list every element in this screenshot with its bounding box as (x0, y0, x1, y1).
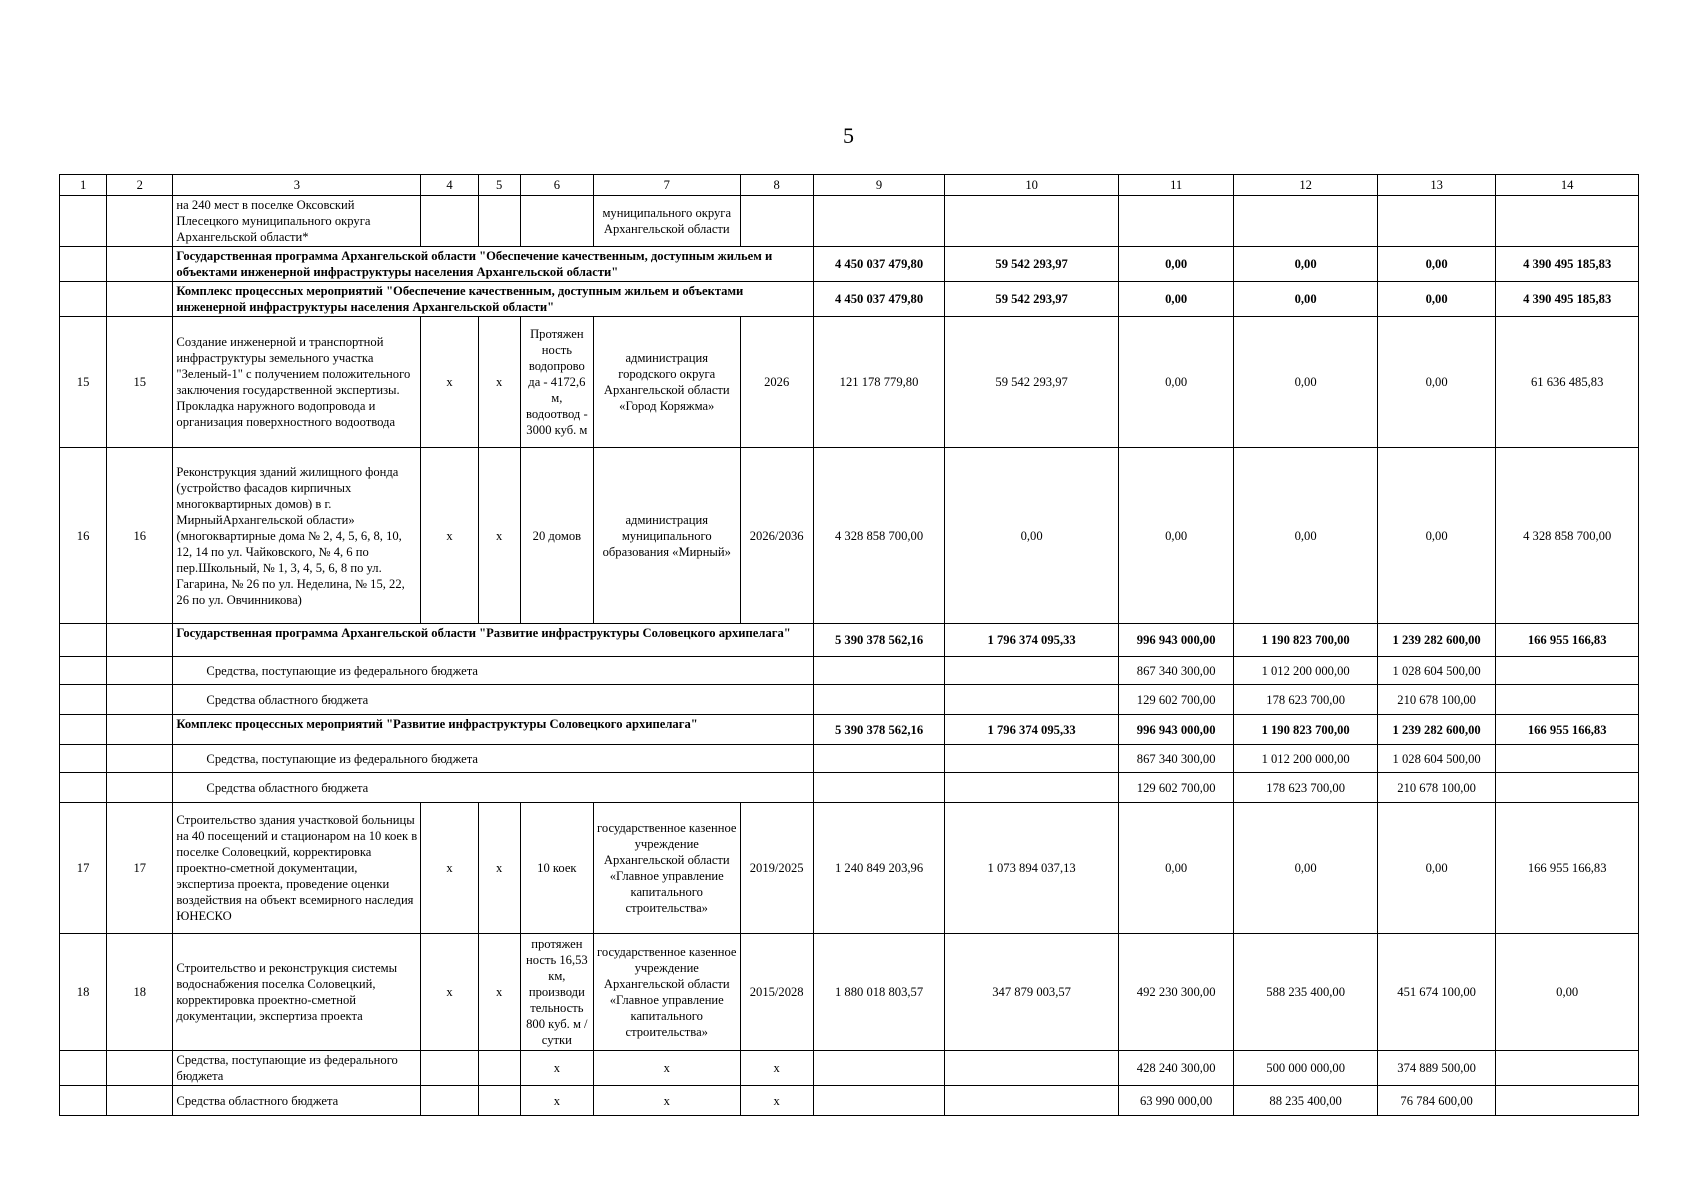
responsible-cell: администрация муниципального образования «Мирный» (593, 448, 740, 624)
table-cell (60, 1051, 107, 1086)
amount-c10: 0,00 (945, 448, 1119, 624)
amount-c12: 0,00 (1234, 247, 1378, 282)
amount-c10 (945, 745, 1119, 773)
amount-c12: 178 623 700,00 (1234, 685, 1378, 715)
table-cell (60, 282, 107, 317)
amount-c9 (813, 745, 944, 773)
amount-c12: 1 012 200 000,00 (1234, 745, 1378, 773)
period-cell: х (740, 1086, 813, 1116)
amount-c12: 88 235 400,00 (1234, 1086, 1378, 1116)
object-row (60, 448, 1639, 624)
table-cell (60, 247, 107, 282)
amount-c14: 61 636 485,83 (1496, 317, 1639, 448)
amount-c12: 588 235 400,00 (1234, 934, 1378, 1051)
amount-c9: 1 240 849 203,96 (813, 803, 944, 934)
amount-c14 (1496, 657, 1639, 685)
amount-c12: 0,00 (1234, 282, 1378, 317)
amount-c14: 166 955 166,83 (1496, 803, 1639, 934)
column-header-13: 13 (1377, 175, 1495, 196)
amount-c9 (813, 773, 944, 803)
amount-c13: 0,00 (1377, 317, 1495, 448)
column-header-11: 11 (1118, 175, 1233, 196)
amount-c12: 1 190 823 700,00 (1234, 624, 1378, 657)
capacity-cell: Протяжен ность водопрово да - 4172,6 м, водоотвод - 3000 куб. м (520, 317, 593, 448)
amount-c10 (945, 1086, 1119, 1116)
amount-c13: 76 784 600,00 (1377, 1086, 1495, 1116)
table-header-row (60, 175, 1639, 196)
table-cell (60, 657, 107, 685)
funding-source-label: Средства, поступающие из федерального бюджета (173, 657, 813, 685)
amount-c11: 129 602 700,00 (1118, 773, 1233, 803)
program-title: Комплекс процессных мероприятий "Развитие инфраструктуры Соловецкого архипелага" (173, 715, 813, 745)
row-number-cell: 18 (60, 934, 107, 1051)
amount-c11: 0,00 (1118, 247, 1233, 282)
funding-source-label: Средства, поступающие из федерального бюджета (173, 1051, 421, 1086)
table-cell (1496, 196, 1639, 247)
responsible-cell: государственное казенное учреждение Архангельской области «Главное управление капитального строительства» (593, 934, 740, 1051)
period-cell: 2026/2036 (740, 448, 813, 624)
table-cell (813, 196, 944, 247)
table-cell (1118, 196, 1233, 247)
amount-c12: 0,00 (1234, 317, 1378, 448)
amount-c14: 0,00 (1496, 934, 1639, 1051)
amount-c11: 0,00 (1118, 803, 1233, 934)
amount-c9: 121 178 779,80 (813, 317, 944, 448)
object-name-cell: Создание инженерной и транспортной инфраструктуры земельного участка "Зеленый-1" с получением положительного заключения государственной экспертизы. Прокладка наружного водопровода и организация поверхностного водоотвода (173, 317, 421, 448)
amount-c9 (813, 1086, 944, 1116)
column-header-3: 3 (173, 175, 421, 196)
amount-c14: 4 328 858 700,00 (1496, 448, 1639, 624)
amount-c13: 0,00 (1377, 247, 1495, 282)
column-header-14: 14 (1496, 175, 1639, 196)
program-title: Государственная программа Архангельской области "Развитие инфраструктуры Соловецкого архипелага" (173, 624, 813, 657)
amount-c11: 996 943 000,00 (1118, 624, 1233, 657)
amount-c12: 1 190 823 700,00 (1234, 715, 1378, 745)
amount-c9: 5 390 378 562,16 (813, 715, 944, 745)
mark-cell: х (478, 448, 520, 624)
amount-c10: 59 542 293,97 (945, 317, 1119, 448)
program-total-row (60, 624, 1639, 657)
funding-source-label: Средства, поступающие из федерального бюджета (173, 745, 813, 773)
amount-c14: 4 390 495 185,83 (1496, 247, 1639, 282)
mark-cell: х (421, 448, 478, 624)
table-cell (60, 624, 107, 657)
amount-c9: 4 450 037 479,80 (813, 282, 944, 317)
period-cell: х (740, 1051, 813, 1086)
program-title: Комплекс процессных мероприятий "Обеспечение качественным, доступным жильем и объектами инженерной инфраструктуры населения Архангельской области" (173, 282, 813, 317)
amount-c14 (1496, 745, 1639, 773)
table-cell (107, 624, 173, 657)
table-cell (421, 196, 478, 247)
amount-c13: 1 028 604 500,00 (1377, 657, 1495, 685)
period-cell: 2026 (740, 317, 813, 448)
funding-source-row (60, 685, 1639, 715)
object-name-cell: на 240 мест в поселке Оксовский Плесецкого муниципального округа Архангельской области* (173, 196, 421, 247)
program-title: Государственная программа Архангельской области "Обеспечение качественным, доступным жильем и объектами инженерной инфраструктуры населения Архангельской области" (173, 247, 813, 282)
row-number-cell: 16 (60, 448, 107, 624)
amount-c9 (813, 657, 944, 685)
table-cell (945, 196, 1119, 247)
object-name-cell: Строительство здания участковой больницы на 40 посещений и стационаром на 10 коек в поселке Соловецкий, корректировка проектно-сметной документации, экспертиза проекта, проведение оценки воздействия на объект всемирного наследия ЮНЕСКО (173, 803, 421, 934)
responsible-cell: х (593, 1051, 740, 1086)
mark-cell: х (478, 317, 520, 448)
row-number-cell: 15 (60, 317, 107, 448)
table-cell (60, 715, 107, 745)
funding-source-row (60, 773, 1639, 803)
table-cell (60, 685, 107, 715)
amount-c13: 374 889 500,00 (1377, 1051, 1495, 1086)
funding-source-label: Средства областного бюджета (173, 1086, 421, 1116)
table-cell (1377, 196, 1495, 247)
row-number-cell: 17 (60, 803, 107, 934)
mark-cell: х (421, 803, 478, 934)
amount-c13: 0,00 (1377, 282, 1495, 317)
amount-c14: 166 955 166,83 (1496, 715, 1639, 745)
column-header-9: 9 (813, 175, 944, 196)
column-header-2: 2 (107, 175, 173, 196)
object-row (60, 934, 1639, 1051)
table-cell (107, 657, 173, 685)
funding-source-label: Средства областного бюджета (173, 685, 813, 715)
table-cell (421, 1051, 478, 1086)
table-cell (107, 247, 173, 282)
amount-c11: 63 990 000,00 (1118, 1086, 1233, 1116)
object-row (60, 317, 1639, 448)
period-cell: 2019/2025 (740, 803, 813, 934)
capacity-cell: х (520, 1051, 593, 1086)
amount-c11: 996 943 000,00 (1118, 715, 1233, 745)
amount-c13: 451 674 100,00 (1377, 934, 1495, 1051)
column-header-7: 7 (593, 175, 740, 196)
amount-c11: 867 340 300,00 (1118, 745, 1233, 773)
table-cell (107, 745, 173, 773)
capacity-cell: 10 коек (520, 803, 593, 934)
amount-c12: 500 000 000,00 (1234, 1051, 1378, 1086)
amount-c10: 1 796 374 095,33 (945, 715, 1119, 745)
amount-c9: 4 328 858 700,00 (813, 448, 944, 624)
page-number: 5 (843, 123, 854, 148)
amount-c10 (945, 685, 1119, 715)
amount-c13: 1 239 282 600,00 (1377, 715, 1495, 745)
table-cell (107, 196, 173, 247)
table-cell (740, 196, 813, 247)
funding-subsource-row (60, 1051, 1639, 1086)
amount-c12: 0,00 (1234, 803, 1378, 934)
amount-c14 (1496, 1051, 1639, 1086)
column-header-8: 8 (740, 175, 813, 196)
table-cell (478, 1086, 520, 1116)
table-cell (478, 196, 520, 247)
amount-c10 (945, 1051, 1119, 1086)
row-number-cell: 16 (107, 448, 173, 624)
amount-c9 (813, 1051, 944, 1086)
amount-c11: 428 240 300,00 (1118, 1051, 1233, 1086)
amount-c14 (1496, 685, 1639, 715)
program-total-row (60, 282, 1639, 317)
amount-c14 (1496, 773, 1639, 803)
capacity-cell: 20 домов (520, 448, 593, 624)
amount-c11: 867 340 300,00 (1118, 657, 1233, 685)
table-cell (1234, 196, 1378, 247)
amount-c14: 4 390 495 185,83 (1496, 282, 1639, 317)
capacity-cell: х (520, 1086, 593, 1116)
amount-c11: 492 230 300,00 (1118, 934, 1233, 1051)
amount-c9 (813, 685, 944, 715)
amount-c13: 1 239 282 600,00 (1377, 624, 1495, 657)
amount-c11: 0,00 (1118, 317, 1233, 448)
object-row (60, 803, 1639, 934)
row-number-cell: 18 (107, 934, 173, 1051)
responsible-cell: муниципального округа Архангельской области (593, 196, 740, 247)
table-cell (107, 685, 173, 715)
mark-cell: х (421, 317, 478, 448)
amount-c14: 166 955 166,83 (1496, 624, 1639, 657)
responsible-cell: х (593, 1086, 740, 1116)
table-cell (107, 1051, 173, 1086)
budget-table (59, 174, 1639, 1116)
table-cell (478, 1051, 520, 1086)
amount-c10 (945, 657, 1119, 685)
amount-c12: 178 623 700,00 (1234, 773, 1378, 803)
amount-c12: 1 012 200 000,00 (1234, 657, 1378, 685)
mark-cell: х (478, 934, 520, 1051)
funding-subsource-row (60, 1086, 1639, 1116)
table-cell (107, 1086, 173, 1116)
amount-c10: 1 796 374 095,33 (945, 624, 1119, 657)
amount-c9: 5 390 378 562,16 (813, 624, 944, 657)
row-number-cell: 17 (107, 803, 173, 934)
table-cell (60, 196, 107, 247)
amount-c13: 0,00 (1377, 803, 1495, 934)
capacity-cell: протяжен ность 16,53 км, производи тельность 800 куб. м / сутки (520, 934, 593, 1051)
column-header-10: 10 (945, 175, 1119, 196)
amount-c14 (1496, 1086, 1639, 1116)
table-cell (107, 715, 173, 745)
amount-c9: 4 450 037 479,80 (813, 247, 944, 282)
table-row-continuation (60, 196, 1639, 247)
amount-c13: 210 678 100,00 (1377, 773, 1495, 803)
amount-c11: 129 602 700,00 (1118, 685, 1233, 715)
row-number-cell: 15 (107, 317, 173, 448)
mark-cell: х (478, 803, 520, 934)
period-cell: 2015/2028 (740, 934, 813, 1051)
column-header-12: 12 (1234, 175, 1378, 196)
object-name-cell: Реконструкция зданий жилищного фонда (устройство фасадов кирпичных многоквартирных домов) в г. МирныйАрхангельской области» (многоквартирные дома № 2, 4, 5, 6, 8, 10, 12, 14 по ул. Чайковского, № 4, 6 по пер.Школьный, № 1, 3, 4, 5, 6, 8 по ул. Гагарина, № 26 по ул. Неделина, № 15, 22, 26 по ул. Овчинникова) (173, 448, 421, 624)
amount-c13: 210 678 100,00 (1377, 685, 1495, 715)
table-cell (520, 196, 593, 247)
mark-cell: х (421, 934, 478, 1051)
amount-c10 (945, 773, 1119, 803)
column-header-4: 4 (421, 175, 478, 196)
amount-c13: 1 028 604 500,00 (1377, 745, 1495, 773)
amount-c10: 347 879 003,57 (945, 934, 1119, 1051)
responsible-cell: государственное казенное учреждение Архангельской области «Главное управление капитального строительства» (593, 803, 740, 934)
amount-c10: 59 542 293,97 (945, 247, 1119, 282)
amount-c11: 0,00 (1118, 448, 1233, 624)
amount-c11: 0,00 (1118, 282, 1233, 317)
column-header-6: 6 (520, 175, 593, 196)
responsible-cell: администрация городского округа Архангельской области «Город Коряжма» (593, 317, 740, 448)
table-cell (60, 773, 107, 803)
object-name-cell: Строительство и реконструкция системы водоснабжения поселка Соловецкий, корректировка проектно-сметной документации, экспертиза проекта (173, 934, 421, 1051)
amount-c13: 0,00 (1377, 448, 1495, 624)
funding-source-row (60, 745, 1639, 773)
program-total-row (60, 715, 1639, 745)
table-cell (421, 1086, 478, 1116)
table-cell (60, 745, 107, 773)
amount-c9: 1 880 018 803,57 (813, 934, 944, 1051)
table-cell (60, 1086, 107, 1116)
table-cell (107, 773, 173, 803)
column-header-5: 5 (478, 175, 520, 196)
amount-c10: 59 542 293,97 (945, 282, 1119, 317)
funding-source-row (60, 657, 1639, 685)
amount-c12: 0,00 (1234, 448, 1378, 624)
column-header-1: 1 (60, 175, 107, 196)
amount-c10: 1 073 894 037,13 (945, 803, 1119, 934)
program-total-row (60, 247, 1639, 282)
funding-source-label: Средства областного бюджета (173, 773, 813, 803)
table-cell (107, 282, 173, 317)
